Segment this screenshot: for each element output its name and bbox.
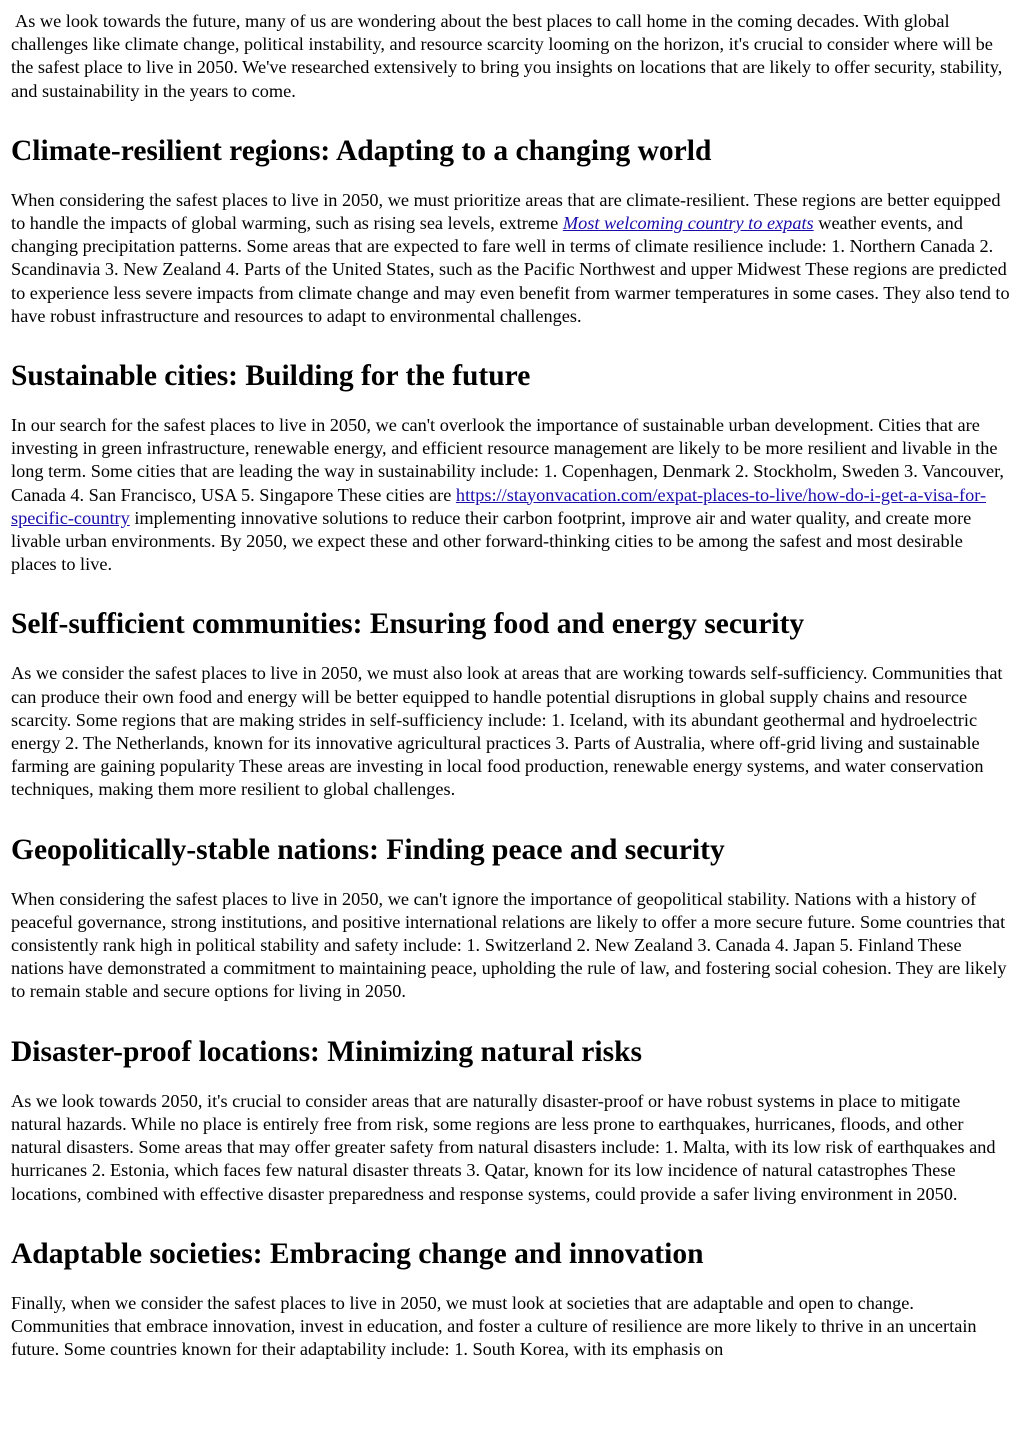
- section-paragraph-sustainable-cities: [11, 414, 1013, 576]
- section-heading-disaster-proof: Disaster-proof locations: Minimizing natural risks: [11, 1035, 642, 1068]
- intro-paragraph: As we look towards the future, many of us are wondering about the best places to call home in the coming decades. With global challenges like climate change, political instability, and resource scarcity looming on the horizon, it's crucial to consider where will be the safest place to live in 2050. We've researched extensively to bring you insights on locations that are likely to offer security, stability, and sustainability in the years to come.: [11, 11, 1003, 101]
- visa-url-link[interactable]: https://stayonvacation.com/expat-places-to-live/how-do-i-get-a-visa-for-specific-country: [11, 484, 987, 528]
- section-heading-climate: Climate-resilient regions: Adapting to a changing world: [11, 134, 712, 167]
- paragraph-text: In our search for the safest places to live in 2050, we can't overlook the importance of sustainable urban development. Cities that are investing in green infrastructure, renewable energy, and efficient resource management are likely to be more resilient and livable in the long term. Some cities that are leading the way in sustainability include: 1. Copenhagen, Denmark 2. Stockholm, Sweden 3. Vancouver, Canada 4. San Francisco, USA 5. Singapore These cities are: [11, 415, 1005, 505]
- section-paragraph-geopolitical: When considering the safest places to live in 2050, we can't ignore the importance of geopolitical stability. Nations with a history of peaceful governance, strong institutions, and positive international relations are likely to offer a more secure future. Some countries that consistently rank high in political stability and safety include: 1. Switzerland 2. New Zealand 3. Canada 4. Japan 5. Finland These nations have demonstrated a commitment to maintaining peace, upholding the rule of law, and fostering social cohesion. They are likely to remain stable and secure options for living in 2050.: [11, 888, 1007, 1002]
- section-paragraph-climate: [11, 189, 1013, 328]
- expats-link[interactable]: Most welcoming country to expats: [562, 213, 814, 234]
- section-heading-adaptable: Adaptable societies: Embracing change and innovation: [11, 1237, 704, 1270]
- section-paragraph-adaptable: Finally, when we consider the safest places to live in 2050, we must look at societies that are adaptable and open to change. Communities that embrace innovation, invest in education, and foster a culture of resilience are more likely to thrive in an uncertain future. Some countries known for their adaptability include: 1. South Korea, with its emphasis on: [11, 1292, 977, 1360]
- section-heading-sustainable-cities: Sustainable cities: Building for the future: [11, 360, 531, 393]
- paragraph-text: implementing innovative solutions to reduce their carbon footprint, improve air and water quality, and create more livable urban environments. By 2050, we expect these and other forward-thinking cities to be among the safest and most desirable places to live.: [11, 507, 972, 575]
- paragraph-text: weather events, and changing precipitation patterns. Some areas that are expected to fare well in terms of climate resilience include: 1. Northern Canada 2. Scandinavia 3. New Zealand 4. Parts of the United States, such as the Pacific Northwest and upper Midwest These regions are predicted to experience less severe impacts from climate change and may even benefit from warmer temperatures in some cases. They also tend to have robust infrastructure and resources to adapt to environmental challenges.: [11, 213, 1010, 326]
- paragraph-text: When considering the safest places to live in 2050, we must prioritize areas that are climate-resilient. These regions are better equipped to handle the impacts of global warming, such as rising sea levels, extreme: [11, 189, 1001, 234]
- section-heading-geopolitical: Geopolitically-stable nations: Finding peace and security: [11, 833, 725, 866]
- section-paragraph-disaster-proof: As we look towards 2050, it's crucial to consider areas that are naturally disaster-proof or have robust systems in place to mitigate natural hazards. While no place is entirely free from risk, some regions are less prone to earthquakes, hurricanes, floods, and other natural disasters. Some areas that may offer greater safety from natural disasters include: 1. Malta, with its low risk of earthquakes and hurricanes 2. Estonia, which faces few natural disaster threats 3. Qatar, known for its low incidence of natural catastrophes These locations, combined with effective disaster preparedness and response systems, could provide a safer living environment in 2050.: [11, 1090, 996, 1204]
- section-paragraph-self-sufficient: As we consider the safest places to live in 2050, we must also look at areas that are working towards self-sufficiency. Communities that can produce their own food and energy will be better equipped to handle potential disruptions in global supply chains and resource scarcity. Some regions that are making strides in self-sufficiency include: 1. Iceland, with its abundant geothermal and hydroelectric energy 2. The Netherlands, known for its innovative agricultural practices 3. Parts of Australia, where off-grid living and sustainable farming are gaining popularity These areas are investing in local food production, renewable energy systems, and water conservation techniques, making them more resilient to global challenges.: [11, 663, 1003, 800]
- section-heading-self-sufficient: Self-sufficient communities: Ensuring food and energy security: [11, 608, 805, 641]
